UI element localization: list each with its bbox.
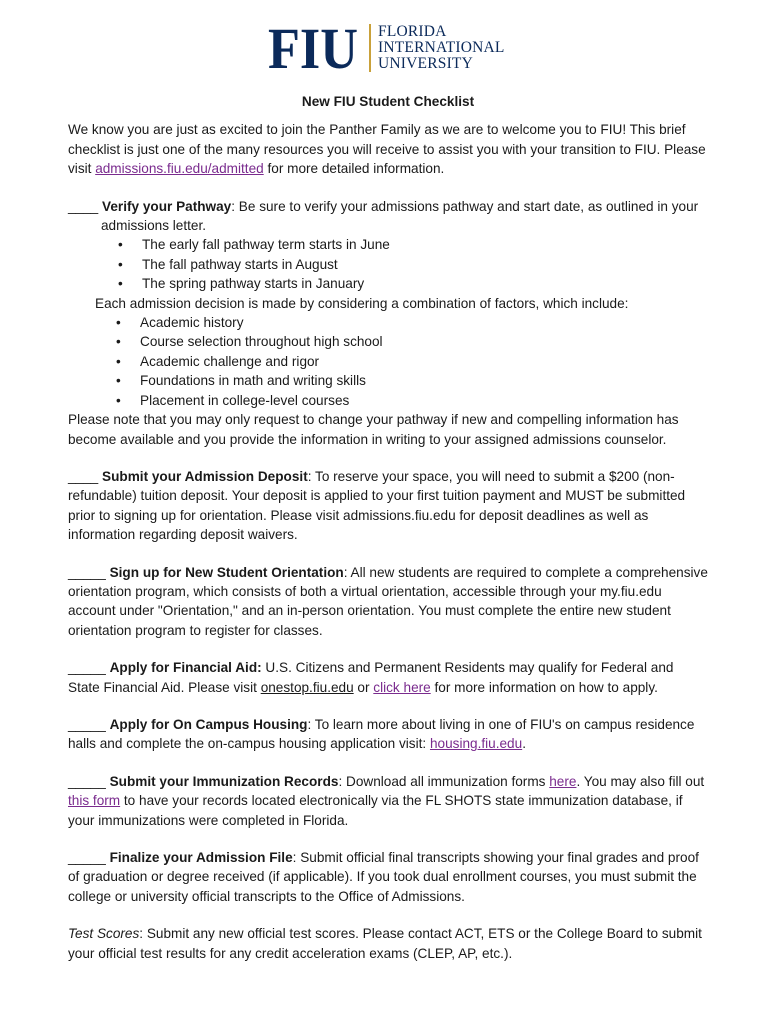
list-item: • Placement in college-level courses — [140, 391, 708, 410]
logo-divider — [369, 24, 371, 72]
test-scores-item — [68, 924, 708, 963]
logo-line-1: FLORIDA — [378, 23, 447, 40]
pathway-blank[interactable]: ____ — [68, 198, 99, 214]
pathway-heading: Verify your Pathway — [102, 198, 232, 214]
fiu-logo — [268, 22, 505, 74]
financial-aid-text-end: for more information on how to apply. — [430, 679, 658, 695]
fiu-logo-mark — [268, 24, 360, 72]
financial-aid-text-mid: or — [353, 679, 374, 695]
click-here-link[interactable]: click here — [373, 679, 431, 695]
admitted-link[interactable]: admissions.fiu.edu/admitted — [95, 161, 264, 177]
housing-blank[interactable]: _____ — [68, 716, 106, 732]
fiu-logo-mark-text: FIU — [268, 24, 358, 72]
logo-wordmark — [378, 24, 505, 72]
deposit-text: : To reserve your space, you will need to submit a $200 (non-refundable) tuition deposit. Your deposit is applied to your first tuition payment and MUST be submitted prior to signing up for orientation. Please visit admissions.fiu.edu for deposit deadlines as well as information regarding deposit waivers. — [68, 468, 686, 543]
immunization-text-mid: . You may also fill out — [576, 773, 705, 789]
orientation-blank[interactable]: _____ — [68, 564, 106, 580]
finalize-item — [68, 848, 708, 906]
logo-line-2: INTERNATIONAL — [378, 39, 505, 56]
list-item: • The spring pathway starts in January — [142, 274, 708, 293]
deposit-item — [68, 467, 708, 545]
orientation-heading: Sign up for New Student Orientation — [109, 564, 344, 580]
financial-aid-heading: Apply for Financial Aid: — [109, 660, 262, 676]
list-item: • The fall pathway starts in August — [142, 255, 708, 274]
test-scores-text: : Submit any new official test scores. Please contact ACT, ETS or the College Board to submit your official test results for any credit acceleration exams (CLEP, AP, etc.). — [68, 926, 702, 961]
immunization-forms-link[interactable]: here — [549, 773, 577, 789]
list-item: • Academic challenge and rigor — [140, 352, 708, 371]
immunization-text-end: to have your records located electronically via the FL SHOTS state immunization database, if your immunizations were completed in Florida. — [68, 793, 683, 828]
list-item: • Academic history — [140, 313, 708, 332]
list-item: • Foundations in math and writing skills — [140, 371, 708, 390]
immunization-heading: Submit your Immunization Records — [109, 773, 339, 789]
list-item: • The early fall pathway term starts in June — [142, 235, 708, 254]
immunization-item — [68, 772, 708, 830]
list-item: • Course selection throughout high school — [140, 332, 708, 351]
logo-line-3: UNIVERSITY — [378, 55, 473, 72]
deposit-heading: Submit your Admission Deposit — [102, 468, 308, 484]
financial-aid-item — [68, 658, 708, 697]
housing-item — [68, 715, 708, 754]
financial-aid-blank[interactable]: _____ — [68, 660, 106, 676]
intro-text-end: for more detailed information. — [263, 161, 445, 177]
test-scores-label: Test Scores — [68, 926, 140, 942]
pathway-item — [68, 197, 708, 236]
financial-aid-text: U.S. Citizens and Permanent Residents may qualify for Federal and State Financial Aid. Please visit — [68, 660, 674, 695]
orientation-item — [68, 563, 708, 641]
pathway-terms-list — [68, 235, 708, 293]
deposit-blank[interactable]: ____ — [68, 468, 99, 484]
pathway-text: : Be sure to verify your admissions pathway and start date, as outlined in your admissions letter. — [101, 198, 699, 234]
immunization-blank[interactable]: _____ — [68, 773, 106, 789]
intro-paragraph — [68, 120, 708, 178]
page-title: New FIU Student Checklist — [301, 94, 475, 109]
factors-intro: Each admission decision is made by considering a combination of factors, which include: — [95, 295, 629, 311]
onestop-link[interactable]: onestop.fiu.edu — [260, 679, 354, 695]
checklist-document — [68, 92, 708, 963]
finalize-blank[interactable]: _____ — [68, 850, 106, 865]
finalize-text: : Submit official final transcripts showing your final grades and proof of graduation or degree received (if applicable). If you took dual enrollment courses, you must submit the college or university official transcripts to the Office of Admissions. — [68, 850, 699, 904]
pathway-note: Please note that you may only request to change your pathway if new and compelling information has become available and you provide the information in writing to your assigned admissions counselor. — [68, 412, 679, 447]
this-form-link[interactable]: this form — [68, 793, 121, 809]
orientation-text: : All new students are required to complete a comprehensive orientation program, which consists of both a virtual orientation, accessible through your my.fiu.edu account under "Orientation," and an in-person orientation. You must complete the entire new student orientation program to register for classes. — [68, 564, 708, 638]
finalize-heading: Finalize your Admission File — [109, 850, 293, 865]
housing-text-end: . — [522, 736, 526, 752]
intro-text: We know you are just as excited to join the Panther Family as we are to welcome you to FIU! This brief checklist is just one of the many resources you will receive to assist you with your transition to FIU. Please visit — [68, 122, 706, 177]
factors-list — [68, 313, 708, 410]
immunization-text: : Download all immunization forms — [338, 773, 550, 789]
housing-heading: Apply for On Campus Housing — [109, 716, 308, 732]
housing-text: : To learn more about living in one of FIU's on campus residence halls and complete the on-campus housing application visit: — [68, 716, 695, 752]
housing-link[interactable]: housing.fiu.edu — [429, 736, 523, 752]
